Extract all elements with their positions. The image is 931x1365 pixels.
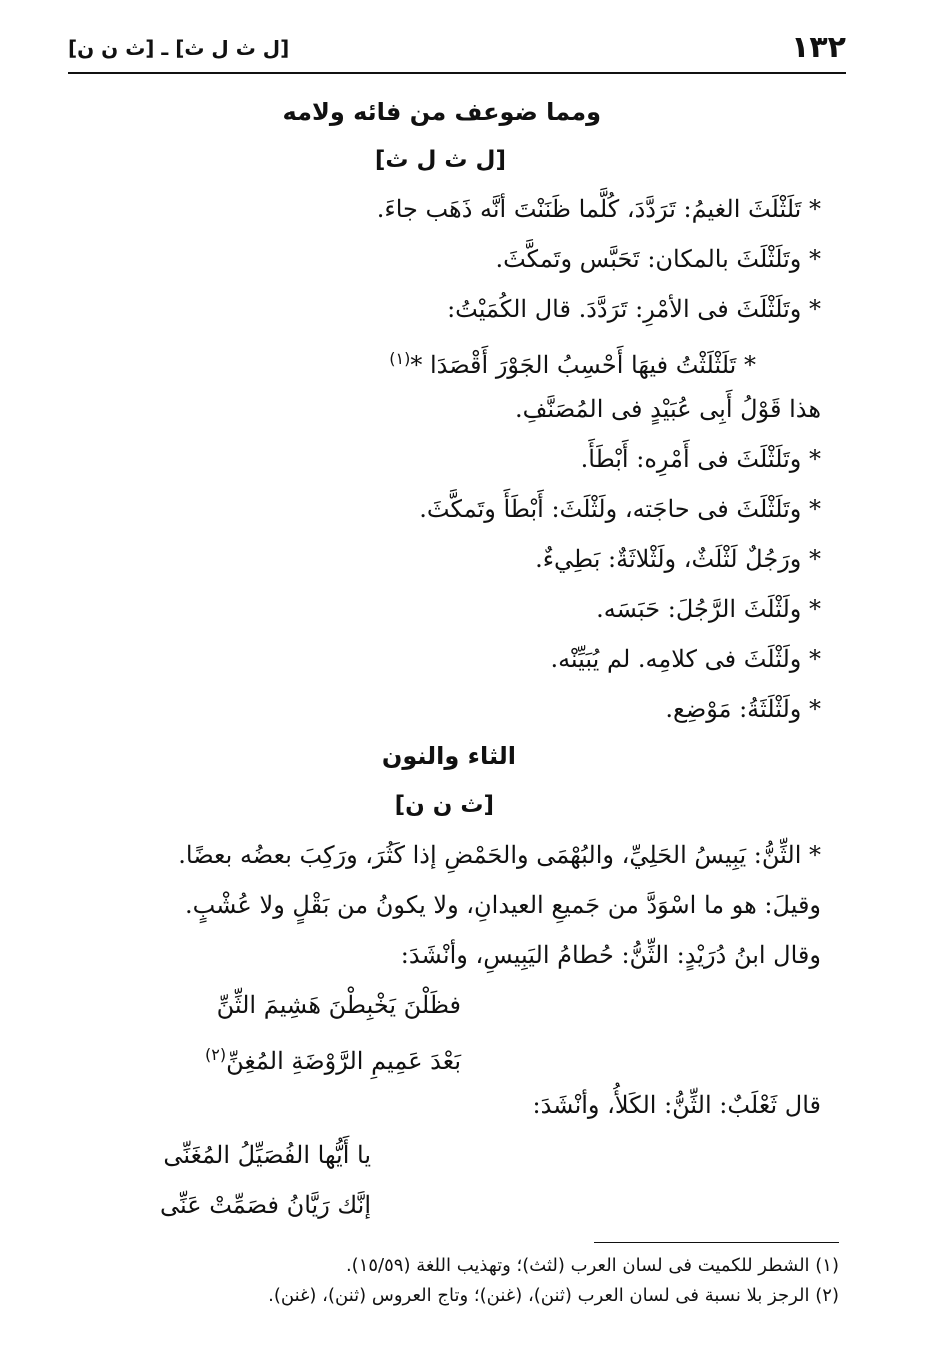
- entry-line: وقال ابنُ دُرَيْدٍ: الثِّنُّ: حُطامُ اليَبِيسِ، وأنْشَدَ:: [400, 941, 821, 969]
- footnote-marker: (١): [389, 349, 411, 368]
- entry-line: * الثِّنُّ: يَبِيسُ الحَلِيِّ، والبُهْمَى والحَمْضِ إذا كَثُرَ، ورَكِبَ بعضُه بعضًا.: [178, 841, 821, 869]
- header-root-range: [ل ث ل ث] ـ [ث ن ن]: [68, 36, 290, 60]
- verse-text: * تَلَثْلَثْتُ فيهَا أَحْسِبُ الجَوْرَ أَقْصَدَا *: [410, 351, 756, 379]
- verse-line: [389, 342, 756, 382]
- entry-line: * وتَلَثْلَثَ بالمكان: تَحَبَّس وتَمكَّثَ.: [495, 245, 821, 273]
- verse-line: يا أَيُّها الفُصَيِّلُ المُغَنِّى: [163, 1141, 371, 1169]
- section-title: ومما ضوعف من فائه ولامه: [282, 98, 601, 126]
- entry-line: قال ثَعْلَبٌ: الثِّنُّ: الكَلأُ، وأنْشَدَ:: [532, 1091, 821, 1119]
- page-header: [68, 30, 846, 74]
- footnote-marker: (٢): [204, 1045, 227, 1064]
- root-heading: [ث ن ن]: [394, 792, 494, 818]
- entry-line: * تَلَثْلَثَ الغيمُ: تَرَدَّدَ، كُلَّما ظَنَنْتَ أنَّه ذَهَب جاءَ.: [376, 195, 821, 223]
- entry-line: هذا قَوْلُ أَبِى عُبَيْدٍ فى المُصَنَّفِ.: [515, 395, 821, 423]
- entry-line: * ولَثْلَثَ الرَّجُلَ: حَبَسَه.: [596, 595, 821, 623]
- footnote: (٢) الرجز بلا نسبة فى لسان العرب (ثنن)، (غنن)؛ وتاج العروس (ثنن)، (غنن).: [268, 1285, 839, 1306]
- root-heading: [ل ث ل ث]: [374, 147, 506, 173]
- header-divider: [68, 72, 846, 74]
- entry-line: * وتَلَثْلَثَ فى الأمْرِ: تَرَدَّدَ. قال الكُمَيْتُ:: [447, 295, 821, 323]
- entry-line: * ولَثْلَثَةُ: مَوْضِع.: [665, 695, 821, 723]
- verse-text: بَعْدَ عَمِيمِ الرَّوْضَةِ المُغِنِّ: [226, 1047, 461, 1075]
- page-number: ١٣٢: [791, 30, 846, 65]
- verse-line: إنَّك رَيَّانُ فصَمِّتْ عَنِّى: [160, 1191, 371, 1219]
- entry-line: * وتَلَثْلَثَ فى أَمْرِه: أَبْطَأَ.: [580, 445, 821, 473]
- footnote: (١) الشطر للكميت فى لسان العرب (لثث)؛ وتهذيب اللغة (١٥/٥٩).: [345, 1255, 839, 1276]
- verse-line: [205, 1038, 461, 1078]
- section-title: الثاء والنون: [381, 742, 516, 770]
- entry-line: وقيلَ: هو ما اسْوَدَّ من جَميعِ العيدانِ، ولا يكونُ من بَقْلٍ ولا عُشْبٍ.: [184, 891, 821, 919]
- entry-line: * ورَجُلٌ لَثْلَثٌ، ولَثْلاثَةٌ: بَطِيءٌ.: [535, 545, 821, 573]
- verse-line: فظَلْنَ يَخْبِطْنَ هَشِيمَ الثِّنِّ: [216, 991, 461, 1019]
- entry-line: * وتَلَثْلَثَ فى حاجَته، ولَثْلَثَ: أَبْطَأَ وتَمكَّثَ.: [419, 495, 821, 523]
- footnote-divider: [594, 1242, 839, 1243]
- entry-line: * ولَثْلَثَ فى كلامِه. لم يُبَيِّنْه.: [550, 645, 821, 673]
